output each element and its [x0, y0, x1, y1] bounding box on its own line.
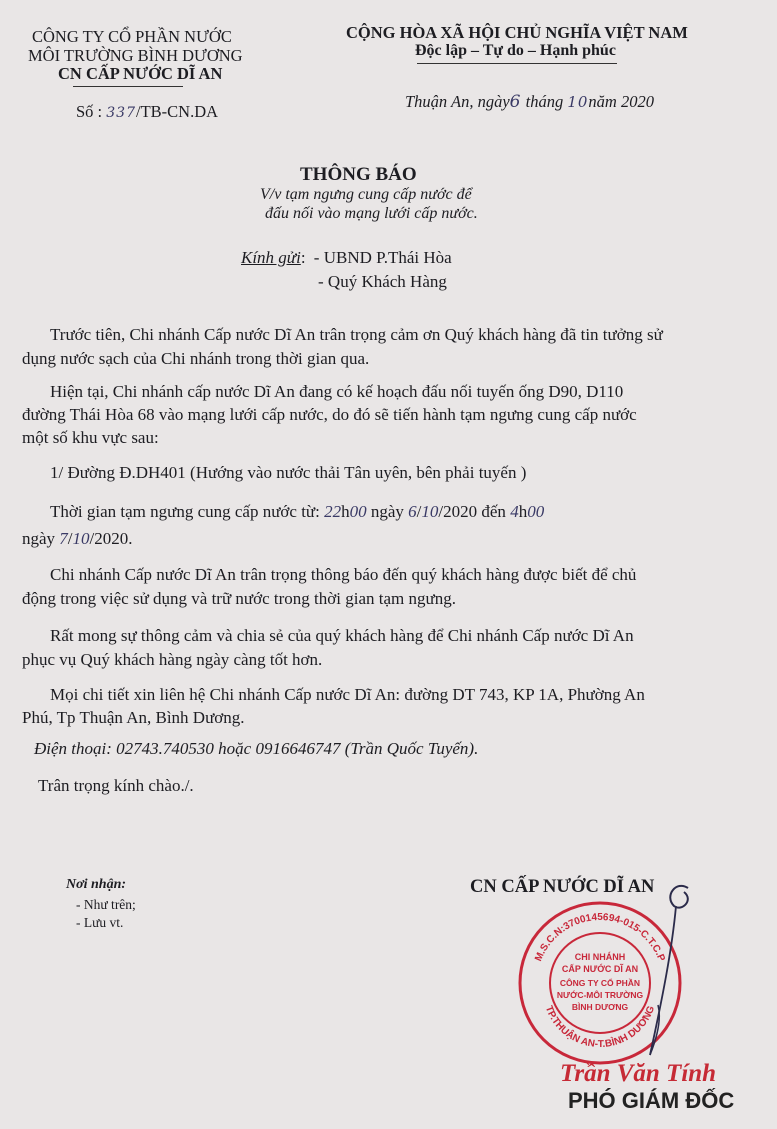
seal-inner-line4: NƯỚC-MÔI TRƯỜNG — [556, 990, 644, 1000]
outage-time-line1: Thời gian tạm ngưng cung cấp nước từ: 22h00 ngày 6/10/2020 đến 4h00 — [50, 502, 545, 521]
document-number-suffix: /TB-CN.DA — [136, 102, 219, 121]
outage-day-word: ngày — [370, 502, 404, 521]
issue-date-month-word: tháng — [525, 92, 564, 111]
outage-from-hour: 22 — [324, 502, 342, 521]
issue-date-month: 10 — [567, 93, 589, 111]
paragraph-plan-line1: Hiện tại, Chi nhánh cấp nước Dĩ An đang có kế hoạch đấu nối tuyến ống D90, D110 — [50, 382, 624, 401]
outage-from-year: /2020 đến — [438, 502, 506, 521]
affected-area-item: 1/ Đường Đ.DH401 (Hướng vào nước thải Tân uyên, bên phải tuyến ) — [50, 463, 527, 482]
recipient-footer-2: - Lưu vt. — [76, 915, 124, 930]
contact-phone: Điện thoại: 02743.740530 hoặc 0916646747 (Trần Quốc Tuyến). — [34, 739, 479, 758]
signer-title: PHÓ GIÁM ĐỐC — [568, 1088, 735, 1113]
document-number-handwritten: 337 — [106, 105, 136, 121]
seal-inner-line1: CHI NHÁNH — [574, 952, 626, 962]
outage-h-label: h — [341, 502, 350, 521]
recipient-customers: - Quý Khách Hàng — [318, 272, 447, 291]
paragraph-contact-line1: Mọi chi tiết xin liên hệ Chi nhánh Cấp nước Dĩ An: đường DT 743, KP 1A, Phường An — [50, 685, 645, 704]
recipients-label: Kính gửi — [241, 248, 301, 267]
seal-ring-top: M.S.C.N:3700145694-015-C.T.C.P — [533, 912, 667, 964]
paragraph-plan-line3: một số khu vực sau: — [22, 428, 159, 447]
paragraph-plan-line2: đường Thái Hòa 68 vào mạng lưới cấp nước, do đó sẽ tiến hành tạm ngưng cung cấp nước — [22, 405, 637, 424]
paragraph-notice-line2: động trong việc sử dụng và trữ nước trong thời gian tạm ngưng. — [22, 589, 456, 608]
signer-organization: CN CẤP NƯỚC DĨ AN — [470, 877, 655, 897]
outage-time-intro: Thời gian tạm ngưng cung cấp nước từ: — [50, 502, 320, 521]
outage-to-hour: 4 — [510, 502, 519, 521]
issue-date-day: 6 — [509, 92, 522, 112]
outage-from-minute: 00 — [349, 502, 367, 521]
signature-mark — [610, 870, 700, 1070]
branch-name: CN CẤP NƯỚC DĨ AN — [58, 64, 223, 83]
outage-h-label-2: h — [518, 502, 528, 521]
paragraph-apology-line1: Rất mong sự thông cảm và chia sẻ của quý khách hàng để Chi nhánh Cấp nước Dĩ An — [50, 626, 634, 645]
company-name-line1: CÔNG TY CỔ PHẦN NƯỚC — [32, 27, 232, 46]
outage-to-year: /2020. — [89, 529, 133, 548]
closing-greeting: Trân trọng kính chào./. — [38, 776, 194, 795]
paragraph-thanks-line1: Trước tiên, Chi nhánh Cấp nước Dĩ An trân trọng cảm ơn Quý khách hàng đã tin tưởng sử — [50, 325, 663, 344]
national-title: CỘNG HÒA XÃ HỘI CHỦ NGHĨA VIỆT NAM — [346, 23, 688, 42]
seal-inner-line3: CÔNG TY CỔ PHẦN — [559, 978, 641, 988]
document-number-prefix: Số : — [76, 102, 103, 121]
issue-date-year: năm 2020 — [588, 92, 654, 111]
recipient-ubnd: - UBND P.Thái Hòa — [313, 248, 452, 267]
outage-to-minute: 00 — [527, 502, 545, 521]
national-motto-underline — [417, 63, 617, 64]
seal-ring-bottom: TP.THUẬN AN-T.BÌNH DƯƠNG — [542, 1004, 658, 1051]
document-number — [76, 102, 218, 122]
seal-inner-line5: BÌNH DƯƠNG — [571, 1002, 629, 1012]
outage-from-day: 6 — [408, 502, 417, 521]
paragraph-contact-line2: Phú, Tp Thuận An, Bình Dương. — [22, 708, 245, 727]
company-name-line2: MÔI TRƯỜNG BÌNH DƯƠNG — [28, 46, 243, 65]
recipients-footer-label: Nơi nhận: — [66, 877, 127, 892]
outage-to-day: 7 — [59, 529, 68, 548]
national-motto: Độc lập – Tự do – Hạnh phúc — [415, 42, 616, 59]
paragraph-thanks-line2: dụng nước sạch của Chi nhánh trong thời gian qua. — [22, 349, 370, 368]
issue-date-prefix: Thuận An, ngày — [405, 92, 510, 111]
signer-name: Trần Văn Tính — [560, 1060, 717, 1087]
outage-to-month: 10 — [72, 529, 90, 548]
paragraph-apology-line2: phục vụ Quý khách hàng ngày càng tốt hơn. — [22, 650, 323, 669]
paragraph-notice-line1: Chi nhánh Cấp nước Dĩ An trân trọng thông báo đến quý khách hàng được biết để chủ — [50, 565, 637, 584]
notice-subject-line2: đấu nối vào mạng lưới cấp nước. — [265, 205, 478, 222]
outage-from-month: 10 — [421, 502, 439, 521]
seal-inner-line2: CẤP NƯỚC DĨ AN — [561, 964, 639, 974]
issue-date — [405, 92, 654, 112]
outage-time-line2: ngày 7/10/2020. — [22, 529, 133, 548]
recipients-block — [241, 248, 452, 268]
recipient-footer-1: - Như trên; — [76, 897, 136, 912]
recipients-colon: : — [300, 248, 306, 267]
notice-title: THÔNG BÁO — [300, 164, 417, 185]
outage-day-word-2: ngày — [22, 529, 56, 548]
notice-subject-line1: V/v tạm ngưng cung cấp nước để — [260, 186, 472, 203]
header-left-divider — [73, 86, 183, 87]
